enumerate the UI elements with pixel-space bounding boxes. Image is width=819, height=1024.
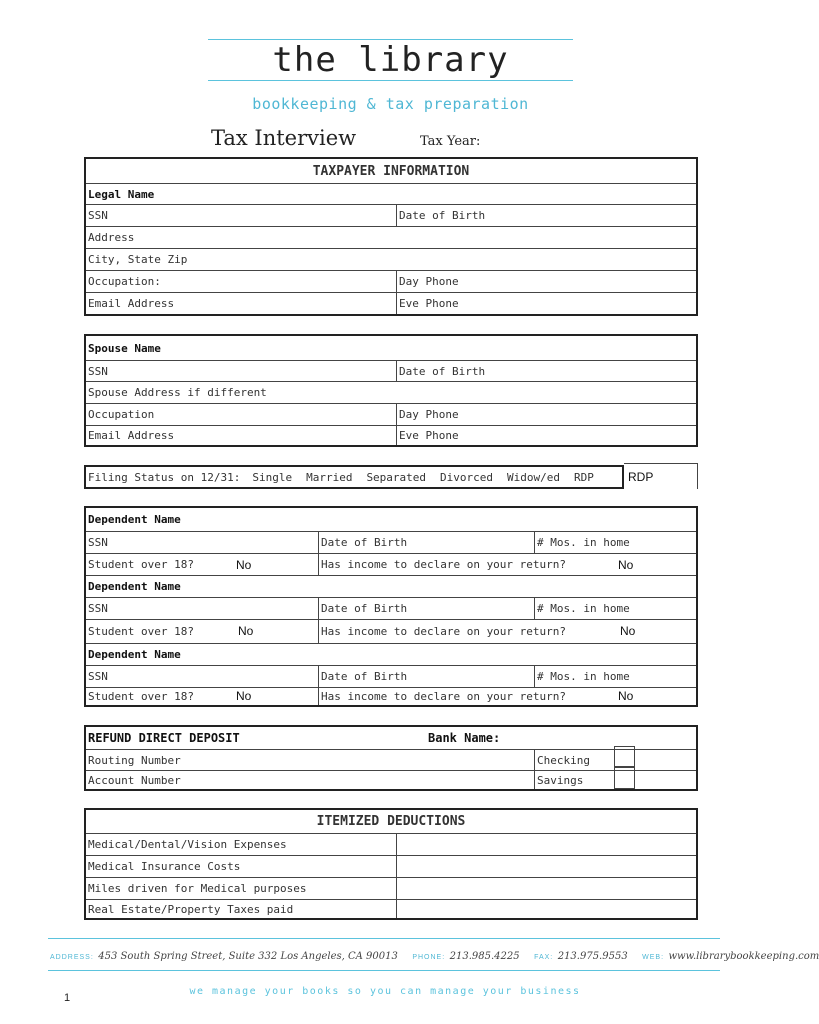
dependent-3-income-field[interactable] xyxy=(318,688,696,705)
spouse-ssn-field[interactable]: SSN xyxy=(88,364,108,378)
page-title: Tax Interview xyxy=(211,126,357,150)
filing-status-value-box[interactable] xyxy=(624,463,698,489)
filing-option-divorced[interactable]: Divorced xyxy=(440,470,494,484)
dependents-section xyxy=(84,506,698,707)
dependent-1-student-field[interactable] xyxy=(86,554,318,575)
ssn-field[interactable]: SSN xyxy=(88,209,108,222)
dependent-3-student-value: No xyxy=(236,689,252,703)
footer-rule-top xyxy=(48,938,720,939)
dependent-2-name-field[interactable]: Dependent Name xyxy=(88,580,181,593)
dependent-1-student-value: No xyxy=(236,558,252,572)
dependent-2-income-field[interactable] xyxy=(318,620,696,643)
dependent-3-name-field[interactable]: Dependent Name xyxy=(88,648,181,661)
dependent-2-student-label: Student over 18? xyxy=(88,625,194,638)
filing-option-rdp[interactable]: RDP xyxy=(574,470,594,484)
dependent-1-ssn-field[interactable]: SSN xyxy=(88,536,108,549)
page-number: 1 xyxy=(64,992,71,1004)
filing-status-value: RDP xyxy=(628,470,654,484)
dependent-2-income-value: No xyxy=(620,624,636,638)
eve-phone-field[interactable]: Eve Phone xyxy=(396,293,696,314)
dependent-2-student-field[interactable] xyxy=(86,620,318,643)
footer-fax-label: FAX: xyxy=(534,954,554,961)
tax-year-label: Tax Year: xyxy=(420,134,481,149)
filing-status-row xyxy=(86,467,622,487)
taxpayer-header: TAXPAYER INFORMATION xyxy=(312,163,470,179)
filing-option-widowed[interactable]: Widow/ed xyxy=(507,470,561,484)
medical-expenses-label: Medical/Dental/Vision Expenses xyxy=(88,838,287,851)
dependent-1-income-label: Has income to declare on your return? xyxy=(321,558,567,571)
dependent-1-months-field[interactable]: # Mos. in home xyxy=(534,532,696,553)
footer-web-label: WEB: xyxy=(642,954,665,961)
footer-fax: 213.975.9553 xyxy=(557,951,628,962)
dependent-3-months-field[interactable]: # Mos. in home xyxy=(534,666,696,687)
dependent-1-student-label: Student over 18? xyxy=(88,558,194,571)
email-field[interactable]: Email Address xyxy=(88,297,175,310)
savings-option[interactable]: Savings xyxy=(534,771,696,789)
filing-status-section xyxy=(84,465,624,489)
savings-checkbox[interactable] xyxy=(614,767,635,789)
filing-option-separated[interactable]: Separated xyxy=(366,470,427,484)
account-number-field[interactable]: Account Number xyxy=(88,773,181,787)
medical-expenses-field[interactable] xyxy=(396,834,696,855)
dependent-1-income-field[interactable] xyxy=(318,554,696,575)
address-field[interactable]: Address xyxy=(88,231,135,244)
property-taxes-label: Real Estate/Property Taxes paid xyxy=(88,902,294,916)
property-taxes-field[interactable] xyxy=(396,900,696,918)
footer-address-label: ADDRESS: xyxy=(50,954,94,961)
brand-subtitle: bookkeeping & tax preparation xyxy=(252,95,529,113)
spouse-occupation-field[interactable]: Occupation xyxy=(88,408,155,421)
checking-option[interactable]: Checking xyxy=(534,750,696,770)
routing-number-field[interactable]: Routing Number xyxy=(88,753,181,767)
dependent-1-name-field[interactable]: Dependent Name xyxy=(88,513,181,526)
footer-phone: 213.985.4225 xyxy=(449,951,520,962)
dob-field[interactable]: Date of Birth xyxy=(396,205,696,226)
footer-address: 453 South Spring Street, Suite 332 Los Angeles, CA 90013 xyxy=(98,951,398,962)
occupation-field[interactable]: Occupation: xyxy=(88,275,161,288)
dependent-2-dob-field[interactable]: Date of Birth xyxy=(318,598,534,619)
spouse-name-field[interactable]: Spouse Name xyxy=(88,341,161,355)
brand-title: the library xyxy=(272,40,509,80)
header-rule-bottom xyxy=(208,80,573,81)
bank-name-field[interactable]: Bank Name: xyxy=(428,731,501,745)
spouse-section xyxy=(84,334,698,447)
dependent-2-months-field[interactable]: # Mos. in home xyxy=(534,598,696,619)
footer-web-link[interactable]: www.librarybookkeeping.com xyxy=(668,951,819,962)
spouse-dob-field[interactable]: Date of Birth xyxy=(396,361,696,381)
dependent-3-student-field[interactable] xyxy=(86,688,318,705)
dependent-3-ssn-field[interactable]: SSN xyxy=(88,670,108,683)
dependent-3-income-label: Has income to declare on your return? xyxy=(321,690,567,703)
dependent-1-dob-field[interactable]: Date of Birth xyxy=(318,532,534,553)
footer-tagline: we manage your books so you can manage your business xyxy=(189,986,581,997)
day-phone-field[interactable]: Day Phone xyxy=(396,271,696,292)
spouse-address-field[interactable]: Spouse Address if different xyxy=(88,386,267,399)
footer-rule-bottom xyxy=(48,970,720,971)
itemized-deductions-section xyxy=(84,808,698,920)
dependent-2-ssn-field[interactable]: SSN xyxy=(88,602,108,615)
spouse-eve-phone-field[interactable]: Eve Phone xyxy=(396,426,696,445)
dependent-2-income-label: Has income to declare on your return? xyxy=(321,625,567,638)
medical-miles-label: Miles driven for Medical purposes xyxy=(88,882,307,895)
legal-name-field[interactable]: Legal Name xyxy=(88,187,155,201)
filing-status-label: Filing Status on 12/31: xyxy=(88,470,241,484)
footer-contact xyxy=(50,946,819,964)
checking-checkbox[interactable] xyxy=(614,746,635,767)
dependent-2-student-value: No xyxy=(238,624,254,638)
spouse-email-field[interactable]: Email Address xyxy=(88,429,175,442)
medical-insurance-field[interactable] xyxy=(396,856,696,877)
medical-miles-field[interactable] xyxy=(396,878,696,899)
refund-header: REFUND DIRECT DEPOSIT xyxy=(88,731,240,745)
medical-insurance-label: Medical Insurance Costs xyxy=(88,860,241,873)
spouse-day-phone-field[interactable]: Day Phone xyxy=(396,404,696,425)
dependent-1-income-value: No xyxy=(618,558,634,572)
filing-option-married[interactable]: Married xyxy=(306,470,353,484)
dependent-3-dob-field[interactable]: Date of Birth xyxy=(318,666,534,687)
itemized-header: ITEMIZED DEDUCTIONS xyxy=(316,814,466,829)
footer-phone-label: PHONE: xyxy=(412,954,446,961)
refund-section xyxy=(84,725,698,791)
filing-option-single[interactable]: Single xyxy=(252,470,293,484)
dependent-3-student-label: Student over 18? xyxy=(88,690,194,703)
dependent-3-income-value: No xyxy=(618,689,634,703)
city-state-zip-field[interactable]: City, State Zip xyxy=(88,253,188,266)
taxpayer-section xyxy=(84,157,698,316)
